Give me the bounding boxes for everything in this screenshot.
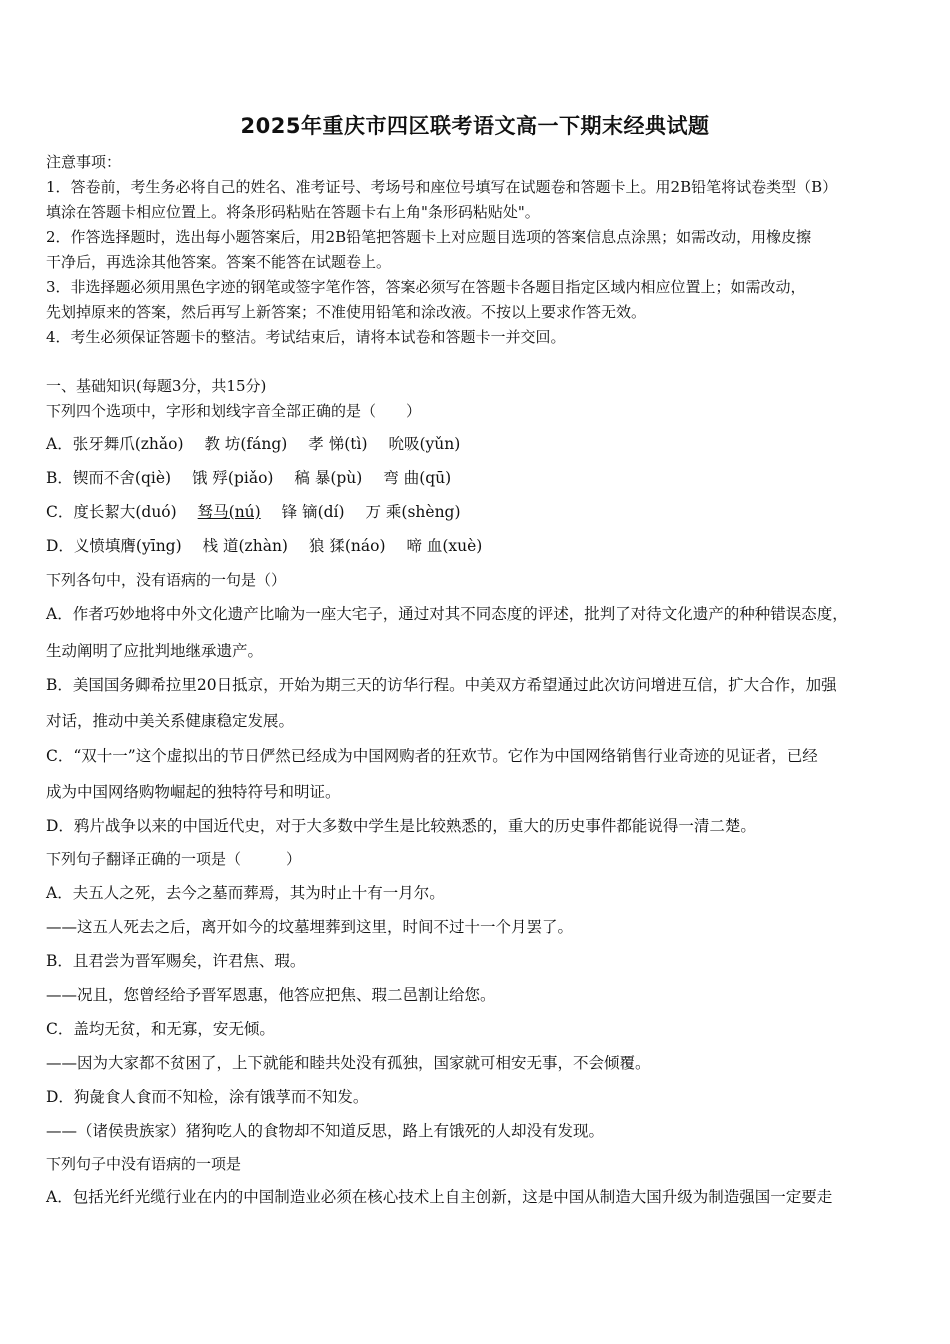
- option-a: A．包括光纤光缆行业在内的中国制造业必须在核心技术上自主创新，这是中国从制造大国升级为制造强国一定要走: [46, 1188, 833, 1206]
- option-word: 教 坊(fáng): [204, 435, 288, 453]
- option-d: D．狗彘食人食而不知检，涂有饿莩而不知发。: [46, 1088, 369, 1106]
- option-word: 啼 血(xuè): [406, 537, 483, 555]
- option-b: [46, 467, 916, 489]
- notice-item: 1．答卷前，考生务必将自己的姓名、准考证号、考场号和座位号填写在试题卷和答题卡上。用2B铅笔将试卷类型（B）: [46, 178, 838, 196]
- notice-item: 4．考生必须保证答题卡的整洁。考试结束后，请将本试卷和答题卡一并交回。: [46, 328, 566, 346]
- option-a-cont: 生动阐明了应批判地继承遗产。: [46, 642, 264, 660]
- translation-a: ——这五人死去之后，离开如今的坟墓埋葬到这里，时间不过十一个月罢了。: [46, 918, 574, 936]
- option-a: A．作者巧妙地将中外文化遗产比喻为一座大宅子，通过对其不同态度的评述，批判了对待文化遗产的种种错误态度，: [46, 605, 848, 623]
- option-word: 锋 镝(dí): [281, 503, 345, 521]
- notice-item: 干净后，再选涂其他答案。答案不能答在试题卷上。: [46, 253, 392, 271]
- notice-item: 先划掉原来的答案，然后再写上新答案；不准使用铅笔和涂改液。不按以上要求作答无效。: [46, 303, 647, 321]
- notice-heading: 注意事项：: [46, 153, 122, 171]
- option-b: B．且君尝为晋军赐矣，许君焦、瑕。: [46, 952, 306, 970]
- question-stem: 下列句子翻译正确的一项是（ ）: [46, 850, 302, 868]
- option-a: A．夫五人之死，去今之墓而葬焉，其为时止十有一月尔。: [46, 884, 445, 902]
- option-word: 孝 悌(tì): [308, 435, 368, 453]
- option-a: [46, 433, 916, 455]
- option-c: C．盖均无贫，和无寡，安无倾。: [46, 1020, 275, 1038]
- option-d: [46, 535, 916, 557]
- section-heading: 一、基础知识(每题3分，共15分): [46, 377, 267, 395]
- translation-d: ——（诸侯贵族家）猪狗吃人的食物却不知道反思，路上有饿死的人却没有发现。: [46, 1122, 605, 1140]
- option-word: 万 乘(shèng): [365, 503, 461, 521]
- option-d: D．鸦片战争以来的中国近代史，对于大多数中学生是比较熟悉的，重大的历史事件都能说得一清二楚。: [46, 817, 756, 835]
- option-word: 饿 殍(piǎo): [191, 469, 274, 487]
- notice-item: 2．作答选择题时，选出每小题答案后，用2B铅笔把答题卡上对应题目选项的答案信息点涂黑；如需改动，用橡皮擦: [46, 228, 812, 246]
- option-word: 驽马(nú): [197, 503, 261, 521]
- option-c: C．“双十一”这个虚拟出的节日俨然已经成为中国网购者的狂欢节。它作为中国网络销售行业奇迹的见证者，已经: [46, 747, 818, 765]
- option-b: B．美国国务卿希拉里20日抵京，开始为期三天的访华行程。中美双方希望通过此次访问增进互信，扩大合作，加强: [46, 676, 837, 694]
- question-stem: 下列各句中，没有语病的一句是（）: [46, 571, 287, 589]
- translation-c: ——因为大家都不贫困了，上下就能和睦共处没有孤独，国家就可相安无事，不会倾覆。: [46, 1054, 651, 1072]
- option-word: 吮吸(yǔn): [388, 435, 461, 453]
- question-stem: 下列四个选项中，字形和划线字音全部正确的是（ ）: [46, 402, 422, 420]
- option-word: 弯 曲(qū): [383, 469, 452, 487]
- option-word: B．锲而不舍(qiè): [46, 469, 172, 487]
- question-stem: 下列句子中没有语病的一项是: [46, 1155, 242, 1173]
- option-b-cont: 对话，推动中美关系健康稳定发展。: [46, 712, 295, 730]
- option-word: C．度长絜大(duó): [46, 503, 177, 521]
- notice-item: 3．非选择题必须用黑色字迹的钢笔或签字笔作答，答案必须写在答题卡各题目指定区域内相应位置上；如需改动，: [46, 278, 806, 296]
- option-word: 栈 道(zhàn): [202, 537, 288, 555]
- option-c: [46, 501, 916, 523]
- option-word: 狼 猱(náo): [308, 537, 386, 555]
- option-word: D．义愤填膺(yīng): [46, 537, 182, 555]
- option-word: 稿 暴(pù): [294, 469, 363, 487]
- option-word: A．张牙舞爪(zhǎo): [46, 435, 184, 453]
- option-c-cont: 成为中国网络购物崛起的独特符号和明证。: [46, 783, 341, 801]
- notice-item: 填涂在答题卡相应位置上。将条形码粘贴在答题卡右上角"条形码粘贴处"。: [46, 203, 540, 221]
- page-title: 2025年重庆市四区联考语文高一下期末经典试题: [240, 114, 710, 138]
- translation-b: ——况且，您曾经给予晋军恩惠，他答应把焦、瑕二邑割让给您。: [46, 986, 496, 1004]
